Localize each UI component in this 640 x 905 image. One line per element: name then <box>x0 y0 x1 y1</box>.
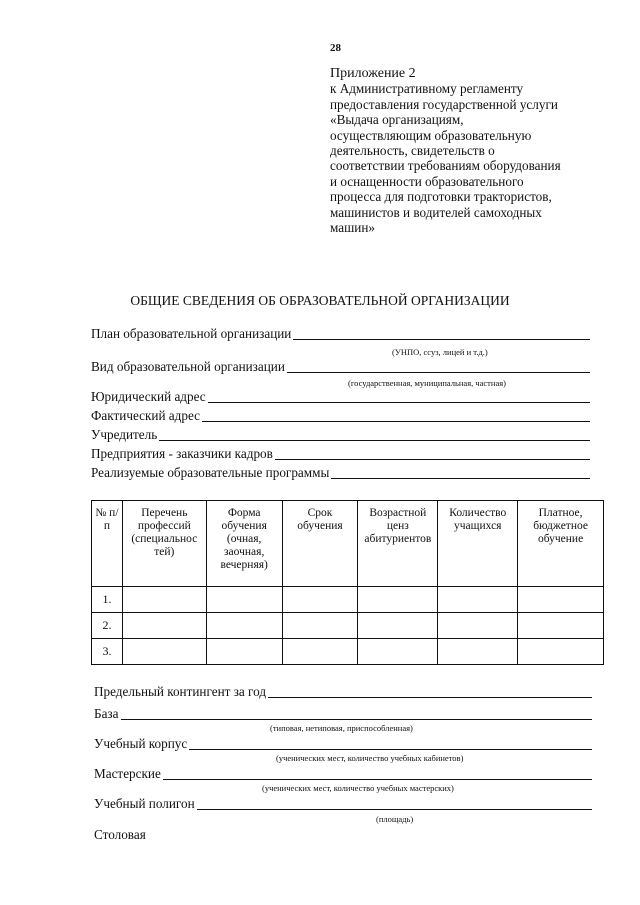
table-cell[interactable] <box>122 639 206 665</box>
legal-address-label: Юридический адрес <box>91 389 206 404</box>
table-cell[interactable] <box>518 639 604 665</box>
table-cell[interactable] <box>438 613 518 639</box>
founder-input-line[interactable] <box>159 428 590 441</box>
appendix-line: «Выдача организациям, <box>330 112 464 128</box>
column-header-students-count: Количество учащихся <box>438 501 518 587</box>
table-row <box>92 587 604 613</box>
building-input-line[interactable] <box>189 737 592 750</box>
table-cell[interactable] <box>282 587 358 613</box>
column-header-number: № п/п <box>92 501 123 587</box>
appendix-line: деятельность, свидетельств о <box>330 143 495 159</box>
appendix-title: Приложение 2 <box>330 66 416 81</box>
legal-address-input-line[interactable] <box>208 390 590 403</box>
page-number: 28 <box>330 42 341 54</box>
canteen-label: Столовая <box>94 827 146 842</box>
legal-address-field[interactable] <box>91 389 590 405</box>
programs-input-line[interactable] <box>331 466 590 479</box>
actual-address-field[interactable] <box>91 408 590 424</box>
founder-field[interactable] <box>91 427 590 443</box>
appendix-line: к Административному регламенту <box>330 81 524 97</box>
building-hint: (ученических мест, количество учебных кабинетов) <box>276 753 464 763</box>
table-row <box>92 639 604 665</box>
programs-label: Реализуемые образовательные программы <box>91 465 330 480</box>
base-label: База <box>94 706 119 721</box>
table-cell[interactable] <box>282 613 358 639</box>
column-header-duration: Срок обучения <box>282 501 358 587</box>
polygon-hint: (площадь) <box>376 814 414 824</box>
polygon-field[interactable] <box>94 796 592 812</box>
table-cell[interactable] <box>122 613 206 639</box>
row-number: 3. <box>92 639 123 665</box>
workshops-label: Мастерские <box>94 766 161 781</box>
column-header-age-limit: Возрастной ценз абитуриентов <box>358 501 438 587</box>
polygon-label: Учебный полигон <box>94 796 195 811</box>
appendix-line: осуществляющим образовательную <box>330 127 532 143</box>
column-header-payment: Платное, бюджетное обучение <box>518 501 604 587</box>
appendix-line: машин» <box>330 220 375 236</box>
workshops-input-line[interactable] <box>163 767 592 780</box>
table-cell[interactable] <box>122 587 206 613</box>
appendix-line: процесса для подготовки трактористов, <box>330 189 552 205</box>
table-cell[interactable] <box>282 639 358 665</box>
table-cell[interactable] <box>438 639 518 665</box>
building-label: Учебный корпус <box>94 736 188 751</box>
plan-hint: (УНПО, ссуз, лицей и т.д.) <box>392 347 488 357</box>
base-field[interactable] <box>94 706 592 722</box>
customers-input-line[interactable] <box>275 447 590 460</box>
appendix-line: предоставления государственной услуги <box>330 96 558 112</box>
table-cell[interactable] <box>438 587 518 613</box>
table-cell[interactable] <box>358 587 438 613</box>
table-header-row <box>92 501 604 587</box>
type-hint: (государственная, муниципальная, частная) <box>348 378 506 388</box>
column-header-study-form: Форма обучения (очная, заочная, вечерняя) <box>206 501 282 587</box>
table-cell[interactable] <box>518 613 604 639</box>
workshops-field[interactable] <box>94 766 592 782</box>
row-number: 2. <box>92 613 123 639</box>
column-header-professions: Перечень профессий (специальнос тей) <box>122 501 206 587</box>
canteen-field <box>94 827 146 843</box>
plan-field[interactable] <box>91 326 590 342</box>
plan-label: План образовательной организации <box>91 326 292 341</box>
appendix-header <box>330 66 620 235</box>
document-title: ОБЩИЕ СВЕДЕНИЯ ОБ ОБРАЗОВАТЕЛЬНОЙ ОРГАНИЗАЦИИ <box>130 293 510 308</box>
customers-field[interactable] <box>91 446 590 462</box>
customers-label: Предприятия - заказчики кадров <box>91 446 273 461</box>
table-cell[interactable] <box>358 613 438 639</box>
table-cell[interactable] <box>206 639 282 665</box>
polygon-input-line[interactable] <box>197 797 592 810</box>
table-cell[interactable] <box>358 639 438 665</box>
appendix-line: машинистов и водителей самоходных <box>330 204 542 220</box>
row-number: 1. <box>92 587 123 613</box>
appendix-line: соответствии требованиям оборудования <box>330 158 561 174</box>
base-hint: (типовая, нетиповая, приспособленная) <box>270 723 413 733</box>
contingent-label: Предельный контингент за год <box>94 684 267 699</box>
actual-address-input-line[interactable] <box>202 409 590 422</box>
contingent-input-line[interactable] <box>268 685 592 698</box>
professions-table <box>91 500 604 665</box>
type-input-line[interactable] <box>287 360 590 373</box>
plan-input-line[interactable] <box>293 327 590 340</box>
workshops-hint: (ученических мест, количество учебных мастерских) <box>262 783 454 793</box>
founder-label: Учредитель <box>91 427 158 442</box>
building-field[interactable] <box>94 736 592 752</box>
type-label: Вид образовательной организации <box>91 359 285 374</box>
table-cell[interactable] <box>206 587 282 613</box>
type-field[interactable] <box>91 359 590 375</box>
table-cell[interactable] <box>518 587 604 613</box>
contingent-field[interactable] <box>94 684 592 700</box>
table-row <box>92 613 604 639</box>
base-input-line[interactable] <box>121 707 593 720</box>
appendix-line: и оснащенности образовательного <box>330 173 524 189</box>
actual-address-label: Фактический адрес <box>91 408 201 423</box>
programs-field[interactable] <box>91 465 590 481</box>
table-cell[interactable] <box>206 613 282 639</box>
